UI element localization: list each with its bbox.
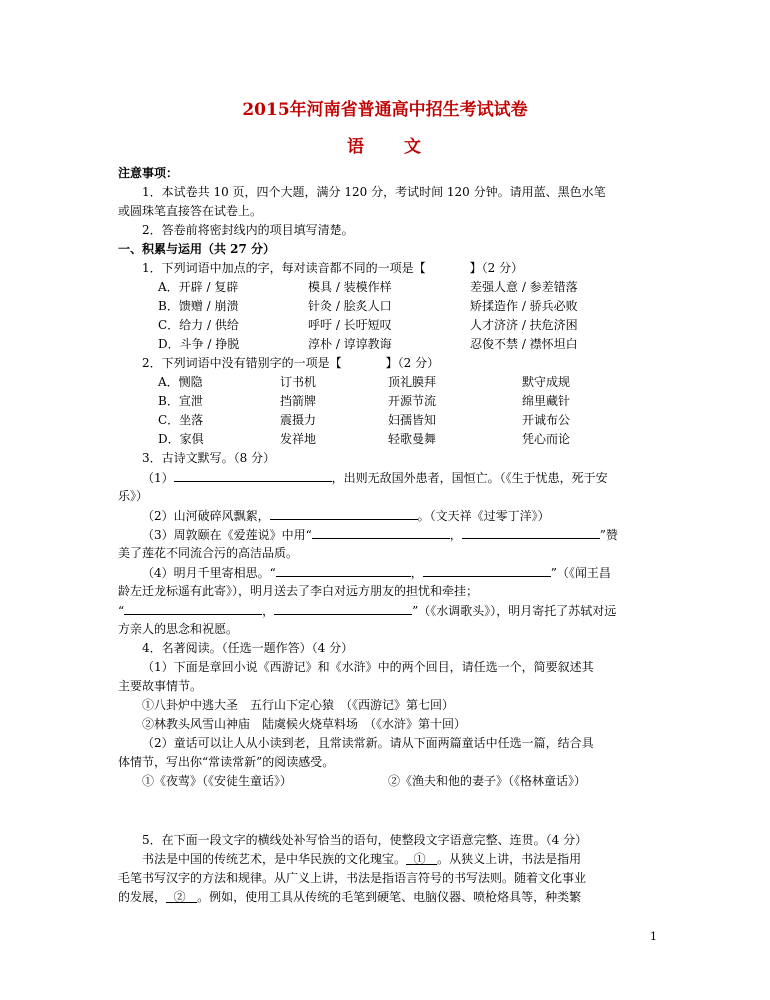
question-1-score: 】（2 分） — [469, 261, 524, 275]
q4-part-1-cont: 主要故事情节。 — [118, 679, 203, 693]
answer-blank[interactable] — [462, 526, 600, 539]
q1-option-d-1: D．斗争 / 挣脱 — [158, 337, 240, 351]
blank-marker-2: ② — [173, 890, 186, 904]
section-heading: 一、积累与运用（共 27 分） — [118, 242, 276, 256]
q3-part-1 — [142, 469, 608, 486]
q2-option-c-2: 震摄力 — [280, 413, 317, 427]
notice-item-2: 2．答卷前将密封线内的项目填写清楚。 — [142, 223, 354, 237]
q2-option-d-2: 发祥地 — [280, 432, 317, 446]
answer-blank[interactable] — [124, 602, 262, 615]
q1-option-d-3: 忍俊不禁 / 襟怀坦白 — [470, 337, 578, 351]
q3-part-3-end: ”赞 — [599, 528, 618, 542]
q1-option-c-3: 人才济济 / 扶危济困 — [470, 318, 578, 332]
q5-line-3-end: 。例如，使用工具从传统的毛笔到硬笔、电脑仪器、喷枪烙具等，种类繁 — [197, 890, 582, 904]
answer-blank-1[interactable] — [406, 852, 437, 866]
q4-story-option-2: ②《渔夫和他的妻子》（《格林童话》） — [388, 774, 587, 788]
q3-part-4-line-3-end: ”（《水调歌头》），明月寄托了苏轼对远 — [412, 604, 617, 618]
q2-option-a-2: 订书机 — [280, 375, 317, 389]
answer-blank[interactable] — [423, 564, 551, 577]
q2-option-a-1: A．恻隐 — [158, 375, 203, 389]
q3-part-3-tail: 美了莲花不同流合污的高洁品质。 — [118, 546, 299, 560]
q1-option-a-3: 差强人意 / 参差错落 — [470, 280, 578, 294]
q3-quote-open: “ — [118, 604, 125, 618]
q1-option-b-1: B．馈赠 / 崩溃 — [158, 299, 239, 313]
q4-part-1: （1）下面是章回小说《西游记》和《水浒》中的两个回目，请任选一个，简要叙述其 — [142, 660, 594, 674]
question-4-stem: 4．名著阅读。（任选一题作答）（4 分） — [142, 641, 354, 655]
q3-part-2 — [142, 507, 550, 524]
q4-part-2-cont: 体情节，写出你“常读常新”的阅读感受。 — [118, 755, 335, 769]
q5-line-1-text: 书法是中国的传统艺术，是中华民族的文化瑰宝。 — [142, 852, 407, 866]
q3-part-2-text: （2）山河破碎风飘絮， — [142, 509, 270, 523]
q3-part-2-source: 。（文天祥《过零丁洋》） — [417, 509, 550, 523]
question-2-score: 】（2 分） — [385, 356, 440, 370]
answer-blank[interactable] — [270, 507, 418, 520]
q3-part-4-line-4: 方亲人的思念和祝愿。 — [118, 622, 239, 636]
q1-option-d-2: 淳朴 / 谆谆教诲 — [308, 337, 392, 351]
q3-part-3-text: （3）周敦颐在《爱莲说》中用“ — [142, 528, 312, 542]
q3-comma: ， — [449, 528, 462, 542]
q3-comma: ， — [410, 566, 423, 580]
q2-option-d-4: 凭心而论 — [522, 432, 571, 446]
answer-blank[interactable] — [274, 602, 412, 615]
answer-blank[interactable] — [174, 469, 332, 482]
q3-part-4-text: （4）明月千里寄相思。“ — [142, 566, 276, 580]
q1-option-c-1: C．给力 / 供给 — [158, 318, 239, 332]
q3-part-1-tail: 乐》） — [118, 489, 149, 503]
q1-option-b-2: 针灸 / 脍炙人口 — [308, 299, 392, 313]
answer-blank[interactable] — [312, 526, 450, 539]
q4-part-2: （2）童话可以让人从小读到老，且常读常新。请从下面两篇童话中任选一篇，结合具 — [142, 736, 594, 750]
q1-option-a-1: A．开辟 / 复辟 — [158, 280, 239, 294]
q2-option-a-3: 顶礼膜拜 — [388, 375, 437, 389]
q3-part-4 — [142, 564, 611, 581]
question-1-stem — [142, 260, 523, 276]
answer-blank-2[interactable] — [166, 890, 197, 904]
notice-item-1: 1．本试卷共 10 页，四个大题，满分 120 分，考试时间 120 分钟。请用蓝、黑色水笔 — [142, 185, 606, 199]
q5-line-1-end: 。从狭义上讲，书法是指用 — [437, 852, 582, 866]
exam-title: 2015年河南省普通高中招生考试试卷 — [242, 100, 528, 120]
q2-option-a-4: 默守成规 — [522, 375, 571, 389]
q2-option-c-1: C．坐落 — [158, 413, 204, 427]
q4-chapter-2: ②林教头风雪山神庙 陆虞候火烧草料场 （《水浒》第十回） — [142, 717, 467, 731]
question-3-stem: 3．古诗文默写。（8 分） — [142, 451, 276, 465]
q1-option-a-2: 模具 / 装模作样 — [308, 280, 392, 294]
q2-option-c-3: 妇孺皆知 — [388, 413, 437, 427]
subject-title: 语 文 — [347, 137, 423, 157]
q5-line-1 — [142, 851, 581, 867]
q3-comma: ， — [262, 604, 275, 618]
question-5-stem: 5．在下面一段文字的横线处补写恰当的语句，使整段文字语意完整、连贯。（4 分） — [142, 833, 588, 847]
q2-option-c-4: 开诚布公 — [522, 413, 571, 427]
q2-option-d-3: 轻歌曼舞 — [388, 432, 437, 446]
q2-option-b-4: 绵里藏针 — [522, 394, 571, 408]
question-2-stem — [142, 355, 439, 371]
q3-part-4-end: ”（《闻王昌 — [550, 566, 611, 580]
q3-part-1-label: （1） — [142, 471, 174, 485]
q3-part-3 — [142, 526, 618, 543]
q2-option-d-1: D．家俱 — [158, 432, 204, 446]
q5-line-2: 毛笔书写汉字的方法和规律。从广义上讲，书法是指语言符号的书写法则。随着文化事业 — [118, 871, 587, 885]
page-number: 1 — [650, 930, 657, 943]
q2-option-b-2: 挡箭牌 — [280, 394, 317, 408]
q3-part-4-line-2: 龄左迁龙标遥有此寄》），明月送去了李白对远方朋友的担忧和牵挂； — [118, 584, 479, 598]
question-1-stem-text: 1．下列词语中加点的字，每对读音都不同的一项是【 — [142, 261, 426, 275]
blank-marker-1: ① — [413, 852, 426, 866]
q2-option-b-1: B．宣泄 — [158, 394, 203, 408]
answer-blank[interactable] — [276, 564, 411, 577]
q3-part-1-text: ，出则无敌国外患者，国恒亡。（《生于忧患，死于安 — [331, 471, 608, 485]
q4-story-option-1: ①《夜莺》（《安徒生童话》） — [142, 774, 293, 788]
question-2-stem-text: 2．下列词语中没有错别字的一项是【 — [142, 356, 342, 370]
q5-line-3-text: 的发展， — [118, 890, 167, 904]
q2-option-b-3: 开源节流 — [388, 394, 437, 408]
notice-item-1-cont: 或圆珠笔直接答在试卷上。 — [118, 204, 263, 218]
q3-part-4-line-3 — [118, 602, 616, 619]
q1-option-c-2: 呼吁 / 长吁短叹 — [308, 318, 392, 332]
q4-chapter-1: ①八卦炉中逃大圣 五行山下定心猿 （《西游记》第七回） — [142, 698, 455, 712]
q1-option-b-3: 矫揉造作 / 骄兵必败 — [470, 299, 578, 313]
q5-line-3 — [118, 889, 581, 905]
notice-heading: 注意事项： — [118, 166, 179, 180]
